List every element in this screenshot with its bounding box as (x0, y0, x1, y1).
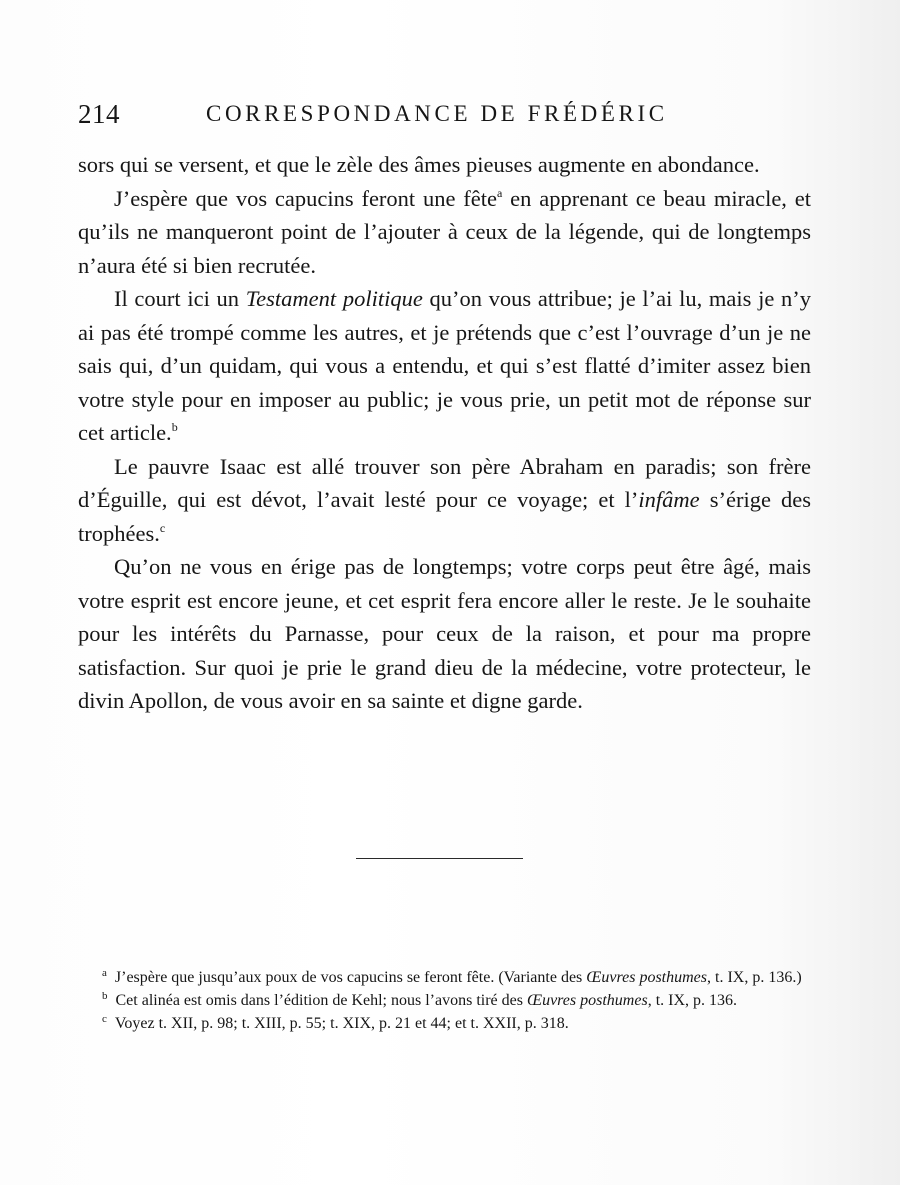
paragraph-5 (78, 550, 811, 718)
paragraph-1 (78, 148, 811, 182)
paragraph-4 (78, 450, 811, 551)
paragraph-5-text: Qu’on ne vous en érige pas de longtemps; votre corps peut être âgé, mais votre esprit est encore jeune, et cet esprit fera encore aller le reste. Je le souhaite pour les intérêts du Parnasse, pour ceux de la raison, et pour ma propre satisfaction. Sur quoi je prie le grand dieu de la médecine, votre protecteur, le divin Apollon, de vous avoir en sa sainte et digne garde. (78, 554, 811, 713)
footnote-ref-b: b (171, 420, 178, 434)
footnotes (78, 966, 810, 1035)
footnote-ref-c: c (159, 520, 166, 535)
footnote-a-italic: Œuvres posthumes (586, 969, 707, 986)
page-number: 214 (78, 99, 120, 129)
paragraph-2-text-end: en apprenant ce beau miracle, et qu’ils ne manqueront point de l’ajouter à ceux de la légende, qui de longtemps n’aura été si bien recrutée. (78, 185, 811, 278)
separator-rule (356, 858, 523, 859)
book-title-testament: Testament politique (245, 286, 423, 311)
paragraph-3-text-end: qu’on vous attribue; je l’ai lu, mais je n’y ai pas été trompé comme les autres, et je prétends que c’est l’ouvrage d’un je ne sais qui, d’un quidam, qui vous a entendu, et qui s’est flatté d’imiter assez bien votre style pour en imposer au public; je vous prie, un petit mot de réponse sur cet article. (78, 286, 812, 445)
footnote-b-text-end: , t. IX, p. 136. (647, 992, 738, 1009)
italic-infame: infâme (638, 487, 700, 512)
footnote-a-text-end: , t. IX, p. 136.) (707, 969, 802, 986)
footnote-b-mark: b (102, 990, 108, 1002)
footnote-c (78, 1012, 810, 1035)
footnote-ref-a: a (497, 185, 503, 200)
footnote-c-mark: c (102, 1013, 107, 1025)
footnote-b-italic: Œuvres posthumes (526, 992, 648, 1009)
paragraph-3 (78, 282, 811, 450)
footnote-a (78, 966, 810, 989)
footnote-c-text: Voyez t. XII, p. 98; t. XIII, p. 55; t. XIX, p. 21 et 44; et t. XXII, p. 318. (114, 1015, 569, 1032)
footnote-b (78, 989, 810, 1012)
letter-body (78, 148, 811, 718)
paragraph-1-text: sors qui se versent, et que le zèle des âmes pieuses augmente en abondance. (78, 152, 760, 177)
paragraph-3-text-start: Il court ici un (114, 286, 246, 311)
footnote-a-text-start: J’espère que jusqu’aux poux de vos capucins se feront fête. (Variante des (114, 969, 587, 986)
paragraph-4-text-start: Le pauvre Isaac est allé trouver son père Abraham en paradis; son frère d’Éguille, qui est dévot, l’avait lesté pour ce voyage; et l’ (78, 453, 811, 512)
paragraph-4-text-end: s’érige des trophées. (78, 487, 811, 546)
running-title: CORRESPONDANCE DE FRÉDÉRIC (206, 101, 668, 126)
paragraph-2-text-start: J’espère que vos capucins feront une fête (114, 185, 498, 211)
footnote-b-text-start: Cet alinéa est omis dans l’édition de Kehl; nous l’avons tiré des (115, 992, 527, 1009)
page-header (78, 99, 812, 139)
paragraph-2 (78, 182, 811, 283)
footnote-a-mark: a (102, 967, 107, 979)
